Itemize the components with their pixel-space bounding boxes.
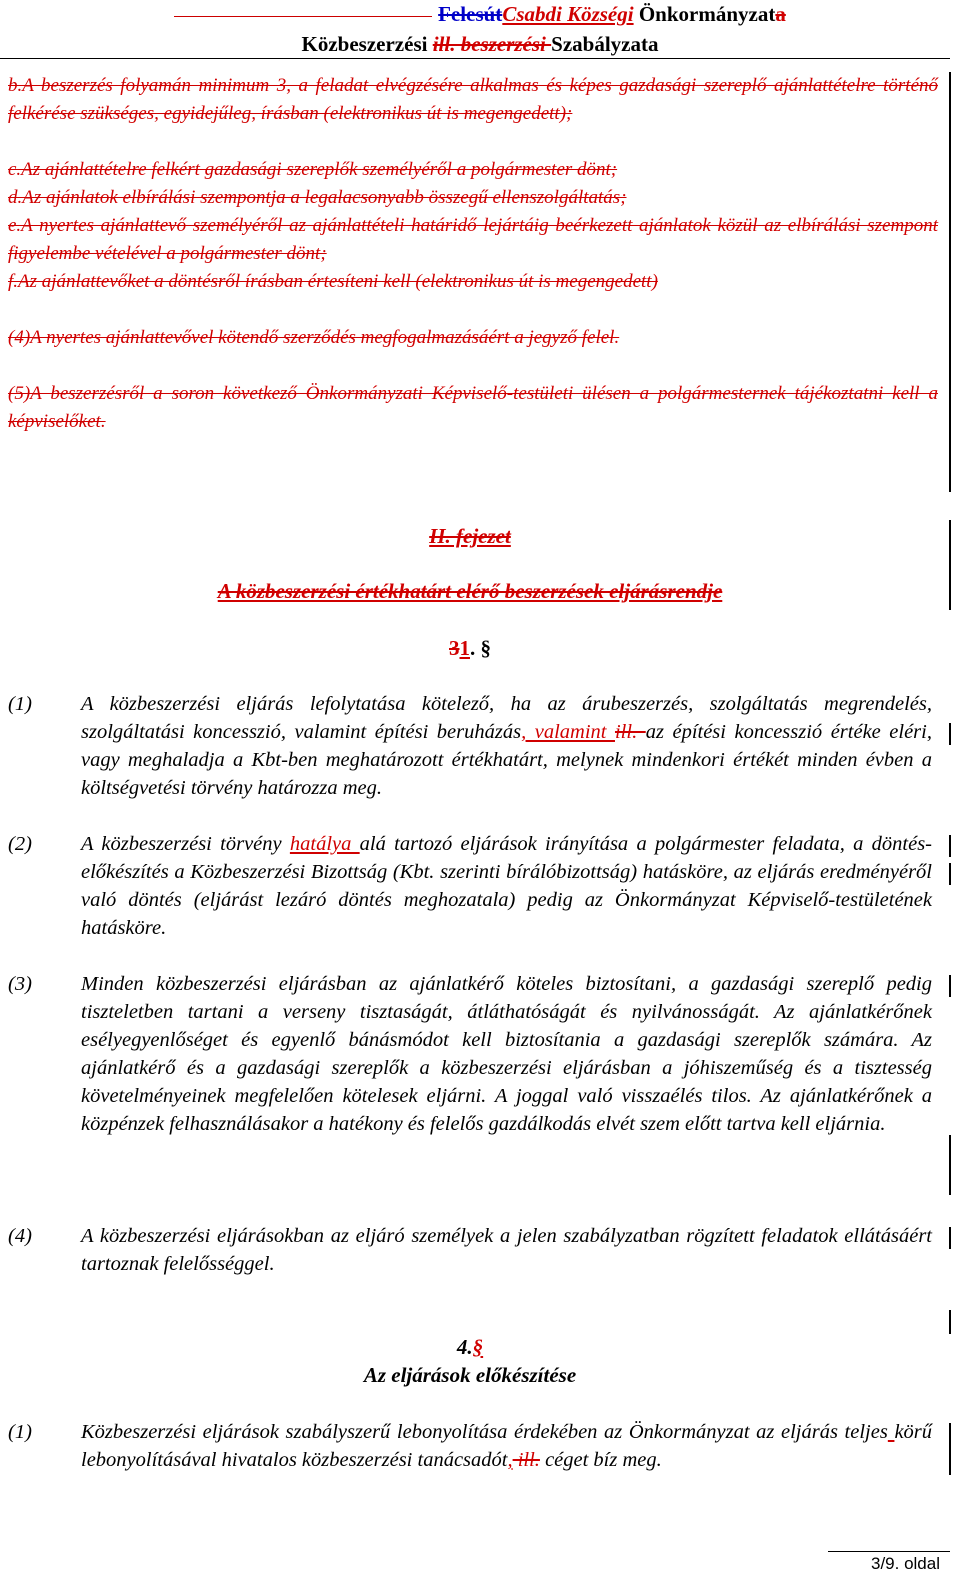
section-number-suffix: . § — [470, 636, 491, 660]
section-4-heading — [0, 1335, 940, 1360]
change-bar — [949, 863, 951, 885]
section-sign-inserted: § — [472, 1335, 484, 1359]
deleted-para-5: (5)A beszerzésről a soron következő Önkormányzati Képviselő-testületi ülésen a polgármesternek tájékoztatni kell a képviselőket. — [8, 383, 938, 432]
section3-para-4 — [8, 1222, 932, 1278]
section-number: 4. — [456, 1335, 473, 1359]
inserted-text: hatálya — [289, 833, 360, 855]
chapter-label: II. fejezet — [429, 524, 511, 548]
header-subtitle-start: Közbeszerzési — [301, 32, 433, 56]
section-number-deleted: 3 — [449, 636, 460, 660]
change-bar — [949, 1135, 951, 1195]
change-bar — [949, 975, 951, 997]
para-text: A közbeszerzési eljárás lefolytatása kötelező, ha az árubeszerzés, szolgáltatás megrendelés, szolgáltatási koncesszió, valamint építési beruházás — [81, 693, 932, 743]
change-bar — [949, 723, 951, 745]
section-3-heading — [0, 636, 940, 661]
header-inserted-text: Csabdi Községi — [502, 2, 634, 26]
deleted-text: ill. — [614, 721, 646, 743]
change-bar — [949, 835, 951, 857]
inserted-text: , valamint — [521, 721, 615, 743]
para-number: (1) — [8, 693, 32, 715]
deleted-item-b: b.A beszerzés folyamán minimum 3, a feladat elvégzésére alkalmas és képes gazdasági szereplő ajánlattételre történő felkérése szükséges, egyidejűleg, írásban (elektronikus út is megengedett); — [8, 75, 938, 124]
header-subtitle-deleted: ill. beszerzési — [432, 32, 552, 56]
change-bar — [949, 520, 951, 610]
page-header-subtitle — [0, 32, 960, 57]
change-bar — [949, 72, 951, 492]
section3-para-1 — [8, 690, 932, 802]
section3-para-3 — [8, 970, 932, 1138]
para-text: A közbeszerzési eljárásokban az eljáró személyek a jelen szabályzatban rögzített feladatok ellátásáért tartoznak felelősséggel. — [81, 1225, 932, 1275]
para-text: Minden közbeszerzési eljárásban az ajánlatkérő köteles biztosítani, a gazdasági szereplő pedig tiszteletben tartani a verseny tisztaságát, átláthatóságát és nyilvánosságát. Az ajánlatkérőnek esélyegyenlőséget és egyenlő bánásmódot kell biztosítania a gazdasági szereplők számára. Az ajánlatkérő és a gazdasági szereplők a közbeszerzési eljárásban a jóhiszeműség és a tisztesség követelményeinek megfelelően kötelesek eljárni. A joggal való visszaélés tilos. Az ajánlatkérőnek a közpénzek felhasználásakor a hatékony és felelős gazdálkodás elvét szem előtt tartva kell eljárnia. — [81, 973, 932, 1135]
deleted-item-e: e.A nyertes ajánlattevő személyéről az ajánlattételi határidő lejártáig beérkezett ajánlatok közül az elbírálási szempont figyelembe vételével a polgármester dönt; — [8, 215, 938, 264]
header-divider — [0, 58, 950, 59]
para-text: Közbeszerzési eljárások szabályszerű lebonyolítása érdekében az Önkormányzat az eljárás teljes — [81, 1421, 888, 1443]
chapter-title: A közbeszerzési értékhatárt elérő beszerzések eljárásrendje — [217, 579, 723, 603]
header-rule — [174, 16, 432, 17]
page-number: 3/9. oldal — [871, 1554, 940, 1573]
deleted-para-4: (4)A nyertes ajánlattevővel kötendő szerződés megfogalmazásáért a jegyző felel. — [8, 327, 620, 348]
para-text: körű lebonyolításával hivatalos közbeszerzési tanácsadót — [81, 1421, 933, 1471]
change-bar — [949, 1310, 951, 1334]
change-bar — [949, 1423, 951, 1475]
header-deleted-text: Felesút — [438, 2, 503, 26]
section-4-title: Az eljárások előkészítése — [363, 1363, 577, 1387]
deleted-item-c: c.Az ajánlattételre felkért gazdasági szereplők személyéről a polgármester dönt; — [8, 159, 618, 180]
deleted-item-f: f.Az ajánlattevőket a döntésről írásban értesíteni kell (elektronikus út is megengedett) — [8, 271, 658, 292]
para-text: A közbeszerzési törvény — [81, 833, 290, 855]
section3-para-2 — [8, 830, 932, 942]
header-subtitle-end: Szabályzata — [551, 32, 659, 56]
header-title-text: Önkormányzat — [633, 2, 776, 26]
section-number-inserted: 1 — [459, 636, 470, 660]
para-text: alá tartozó eljárások irányítása a polgármester feladata, a döntés-előkészítés a Közbeszerzési Bizottság (Kbt. szerinti bírálóbizottság) hatásköre, az eljárás eredményéről való döntés (eljárást lezáró döntés meghozatala) pedig az Önkormányzat Képviselő-testületének hatásköre. — [81, 833, 932, 939]
footer-divider — [828, 1551, 950, 1552]
page-header-title — [0, 2, 960, 27]
para-number: (1) — [8, 1421, 32, 1443]
deleted-item-d: d.Az ajánlatok elbírálási szempontja a legalacsonyabb összegű ellenszolgáltatás; — [8, 187, 627, 208]
para-number: (2) — [8, 833, 32, 855]
para-number: (3) — [8, 973, 32, 995]
deleted-text: ill. — [512, 1449, 540, 1471]
para-number: (4) — [8, 1225, 32, 1247]
para-text: céget bíz meg. — [539, 1449, 662, 1471]
inserted-text: , — [507, 1449, 513, 1471]
para-text: az építési koncesszió értéke eléri, vagy meghaladja a Kbt-ben meghatározott értékhatárt, melynek mindenkori értékét minden évben a költségvetési törvény határozza meg. — [81, 721, 932, 799]
header-deleted-suffix: a — [775, 2, 786, 26]
change-bar — [949, 1227, 951, 1249]
section4-para-1 — [8, 1418, 932, 1474]
